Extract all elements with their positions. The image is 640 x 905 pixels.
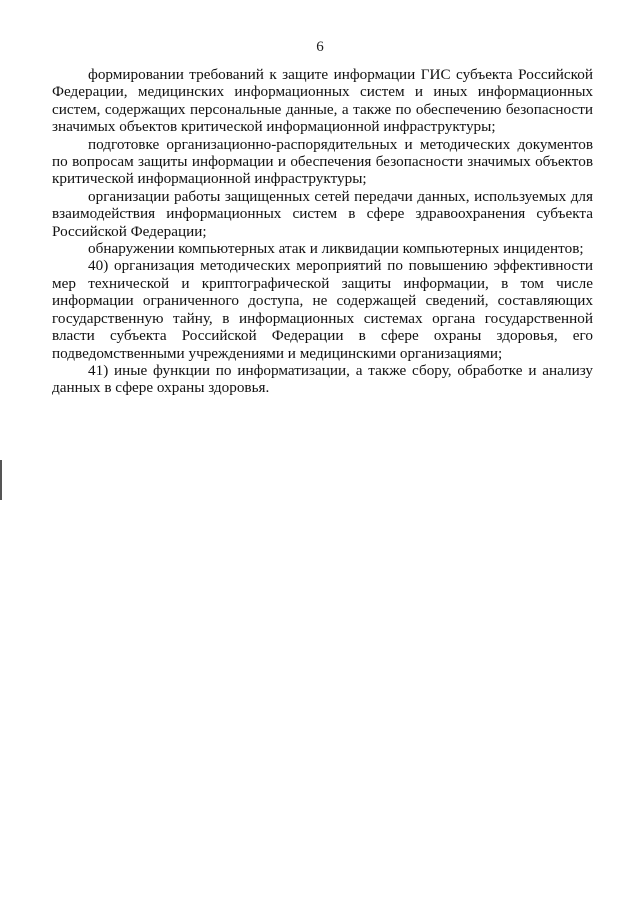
document-body bbox=[52, 66, 593, 397]
paragraph-item-40: 40) организация методических мероприятий по повышению эффективности мер технической и криптографической защиты информации, в том числе информации ограниченного доступа, не содержащей сведений, составляющих государственную тайну, в информационных системах органа государственной власти субъекта Российской Федерации в сфере охраны здоровья, его подведомственными учреждениями и медицинскими организациями; bbox=[52, 257, 593, 362]
page-number: 6 bbox=[316, 39, 324, 55]
paragraph-gis-requirements: формировании требований к защите информации ГИС субъекта Российской Федерации, медицинских информационных систем и иных информационных систем, содержащих персональные данные, а также по обеспечению безопасности значимых объектов критической информационной инфраструктуры; bbox=[52, 66, 593, 136]
paragraph-item-41: 41) иные функции по информатизации, а также сбору, обработке и анализу данных в сфере охраны здоровья. bbox=[52, 361, 593, 397]
paragraph-computer-attacks: обнаружении компьютерных атак и ликвидации компьютерных инцидентов; bbox=[88, 240, 584, 258]
paragraph-documents-preparation: подготовке организационно-распорядительных и методических документов по вопросам защиты информации и обеспечения безопасности значимых объектов критической информационной инфраструктуры; bbox=[52, 135, 593, 188]
paragraph-protected-networks: организации работы защищенных сетей передачи данных, используемых для взаимодействия информационных систем в сфере здравоохранения субъекта Российской Федерации; bbox=[52, 187, 593, 240]
scan-edge-mark bbox=[0, 460, 2, 500]
